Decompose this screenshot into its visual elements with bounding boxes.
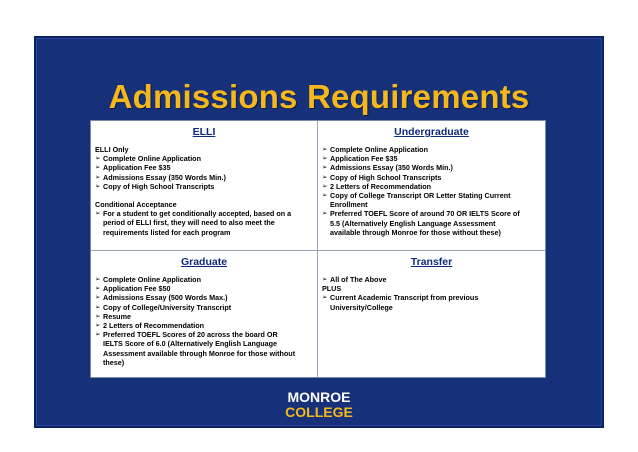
transfer-heading: Transfer [410,256,453,268]
undergraduate-heading: Undergraduate [394,126,469,138]
list-item: ➢ Copy of College Transcript OR Letter Stating Current [322,191,541,200]
graduate-cell [91,251,317,377]
list-item: ➢ 2 Letters of Recommendation [322,182,541,191]
list-text: ELLI Only [95,145,129,154]
list-text: PLUS [322,284,342,294]
list-text: University/College [330,302,393,312]
list-item: ➢ For a student to get conditionally accepted, based on a [95,209,313,218]
elli-cell [91,121,317,250]
logo-text-monroe: MONROE [287,389,351,405]
elli-list [95,145,313,237]
graduate-list [95,275,313,367]
list-item: ➢ Complete Online Application [95,154,313,163]
list-item: ➢ Copy of High School Transcripts [322,173,541,182]
list-text: Conditional Acceptance [95,200,177,210]
list-item: ➢ Preferred TOEFL Scores of 20 across the board OR [95,330,313,339]
list-text: Enrollment [330,200,368,210]
list-item: ➢ Preferred TOEFL Score of around 70 OR IELTS Score of [322,209,541,218]
list-item: ➢ Admissions Essay (350 Words Min.) [322,163,541,172]
list-item: ➢ Complete Online Application [322,145,541,154]
transfer-list [322,275,541,312]
undergraduate-cell [318,121,545,250]
list-text: 5.5 (Alternatively English Language Assessment [330,218,496,228]
list-text: these) [103,357,125,367]
list-item: ➢ Complete Online Application [95,275,313,284]
graduate-heading: Graduate [180,256,228,268]
list-item: ➢ Admissions Essay (350 Words Min.) [95,173,313,182]
transfer-cell [318,251,545,377]
list-item: ➢ 2 Letters of Recommendation [95,321,313,330]
list-item: ➢ Resume [95,312,313,321]
requirements-table [90,120,546,378]
spacer [95,191,313,200]
list-text: Assessment available through Monroe for those without [103,348,296,358]
list-item: ➢ Application Fee $50 [95,284,313,293]
list-text: period of ELLI first, they will need to also meet the [103,218,275,228]
page-title: Admissions Requirements [108,78,530,115]
list-item: ➢ Current Academic Transcript from previous [322,293,541,302]
list-item: ➢ All of The Above [322,275,541,284]
list-text: IELTS Score of 6.0 (Alternatively English Language [103,339,278,349]
list-item: ➢ Application Fee $35 [322,154,541,163]
list-item: ➢ Application Fee $35 [95,163,313,172]
logo-text-college: COLLEGE [285,404,353,420]
list-text: available through Monroe for those without these) [330,227,501,237]
monroe-college-logo [262,388,376,420]
undergraduate-list [322,145,541,237]
list-item: ➢ Admissions Essay (500 Words Max.) [95,293,313,302]
list-item: ➢ Copy of High School Transcripts [95,182,313,191]
list-item: ➢ Copy of College/University Transcript [95,303,313,312]
list-text: requirements listed for each program [103,227,231,237]
elli-heading: ELLI [192,126,216,138]
